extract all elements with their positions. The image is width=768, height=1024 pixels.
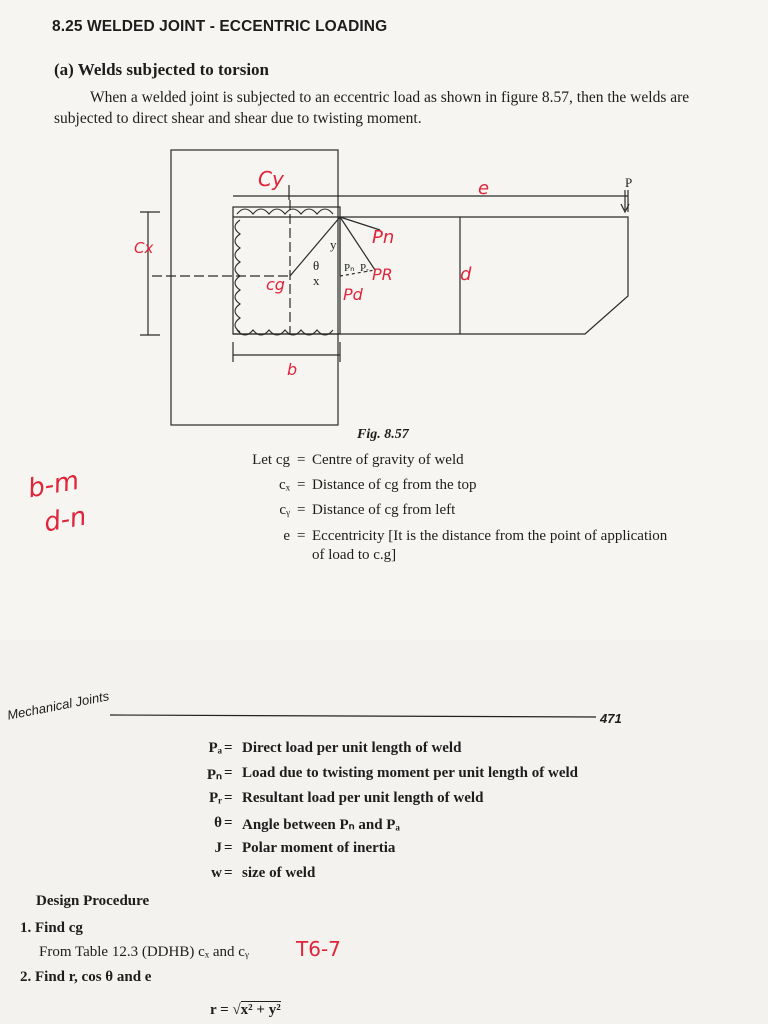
hand-pn: Pn [372, 227, 395, 248]
symbol: Pₐ [208, 740, 222, 756]
definition-symbol: Let cg [252, 452, 290, 468]
y-label: y [330, 237, 337, 252]
symbol: w [211, 865, 222, 881]
definition-text: Distance of cg from left [312, 502, 456, 518]
equals-sign: = [297, 502, 306, 518]
definition-symbol: cᵧ [279, 502, 290, 518]
load-label: P [625, 175, 633, 190]
equals-sign: = [224, 865, 233, 881]
margin-note-line2: d-n [41, 501, 89, 539]
equals-sign: = [297, 528, 306, 544]
step1-title: 1. Find cg [20, 920, 83, 936]
definition-symbol: cₓ [278, 477, 290, 493]
symbol-text: Load due to twisting moment per unit length of weld [242, 765, 578, 781]
pr-small-label: Pᵣ [360, 262, 369, 274]
definition-text: Centre of gravity of weld [312, 452, 464, 468]
pn-small-label: Pₙ [344, 262, 355, 274]
running-head: Mechanical Joints [6, 688, 111, 723]
page-number: 471 [600, 711, 622, 726]
hand-cg: cg [266, 275, 285, 294]
symbol: Pₙ [206, 767, 222, 783]
hand-cy: Cy [258, 167, 284, 191]
equals-sign: = [297, 477, 306, 493]
symbol: Pᵣ [209, 790, 222, 806]
equals-sign: = [224, 765, 233, 781]
weld-figure [0, 0, 768, 440]
subsection-heading: (a) Welds subjected to torsion [54, 60, 270, 79]
hand-e: e [478, 178, 490, 199]
figure-caption: Fig. 8.57 [357, 427, 409, 442]
symbol: θ [214, 815, 222, 831]
formula-r [210, 1002, 281, 1019]
definition-text: of load to c.g] [312, 547, 397, 563]
hand-d: d [460, 264, 472, 285]
hand-pr: PR [372, 265, 393, 284]
symbol-text: Direct load per unit length of weld [242, 740, 462, 756]
procedure-title: Design Procedure [36, 893, 150, 909]
equals-sign: = [224, 790, 233, 806]
section-heading: 8.25 WELDED JOINT - ECCENTRIC LOADING [52, 18, 388, 35]
hand-b: b [287, 360, 298, 379]
symbol: J [214, 840, 222, 856]
definition-text: Eccentricity [It is the distance from the point of application [312, 528, 668, 544]
bracket-plate [233, 217, 628, 334]
intro-paragraph: When a welded joint is subjected to an eccentric load as shown in figure 8.57, then the welds are subjected to direct shear and shear due to twisting moment. [54, 89, 690, 127]
formula-rhs: x² + y² [240, 1002, 281, 1018]
symbol-text: size of weld [242, 865, 316, 881]
equals-sign: = [297, 452, 306, 468]
equals-sign: = [224, 740, 233, 756]
symbol-list [190, 740, 710, 890]
theta-label: θ [313, 258, 320, 273]
margin-note-line1: b-m [25, 465, 82, 505]
hand-cx: Cx [134, 239, 154, 257]
formula-lhs: r = [210, 1002, 229, 1018]
definition-symbol: e [283, 528, 290, 544]
definition-text: Distance of cg from the top [312, 477, 477, 493]
sqrt-icon: √ [232, 1002, 241, 1018]
equals-sign: = [224, 840, 233, 856]
step2-title: 2. Find r, cos θ and e [20, 969, 152, 985]
weld-box [233, 207, 340, 334]
step1-text: From Table 12.3 (DDHB) cₓ and cᵧ [39, 944, 249, 960]
running-head-rule [0, 700, 768, 740]
symbol-text: Polar moment of inertia [242, 840, 396, 856]
symbol-text: Angle between Pₙ and Pₐ [242, 817, 400, 833]
hand-pd: Pd [343, 285, 363, 304]
symbol-text: Resultant load per unit length of weld [242, 790, 484, 806]
definition-list [230, 451, 730, 571]
equals-sign: = [224, 815, 233, 831]
step1-note: T6-7 [296, 937, 341, 961]
x-label: x [313, 273, 320, 288]
